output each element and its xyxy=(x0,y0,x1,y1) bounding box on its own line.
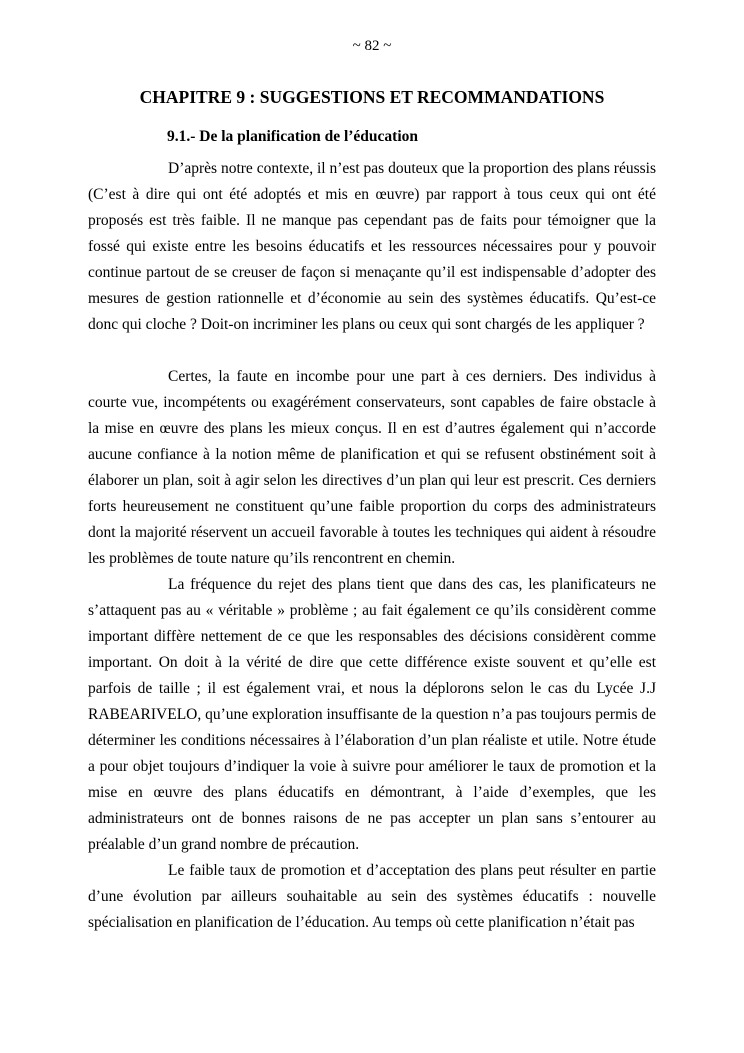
chapter-title: CHAPITRE 9 : SUGGESTIONS ET RECOMMANDATIONS xyxy=(139,87,605,107)
paragraph-4: Le faible taux de promotion et d’acceptation des plans peut résulter en partie d’une évolution par ailleurs souhaitable au sein des systèmes éducatifs : nouvelle spécialisation en planification de l’éducation. Au temps où cette planification n’était pas xyxy=(88,862,656,931)
paragraph-3: La fréquence du rejet des plans tient que dans des cas, les planificateurs ne s’attaquent pas au « véritable » problème ; au fait également ce qu’ils considèrent comme important diffère nettement de ce que les responsables des décisions considèrent comme important. On doit à la vérité de dire que cette différence existe souvent et qu’elle est parfois de taille ; il est également vrai, et nous la déplorons selon le cas du Lycée J.J RABEARIVELO, qu’une exploration insuffisante de la question n’a pas toujours permis de déterminer les conditions nécessaires à l’élaboration d’un plan réaliste et utile. Notre étude a pour objet toujours d’indiquer la voie à suivre pour améliorer le taux de promotion et la mise en œuvre des plans éducatifs en démontrant, à l’aide d’exemples, que les administrateurs ont de bonnes raisons de ne pas accepter un plan sans s’entourer au préalable d’un grand nombre de précaution. xyxy=(88,576,656,853)
paragraph-1: D’après notre contexte, il n’est pas douteux que la proportion des plans réussis (C’est à dire qui ont été adoptés et mis en œuvre) par rapport à tous ceux qui ont été proposés est très faible. Il ne manque pas cependant pas de faits pour témoigner que la fossé qui existe entre les besoins éducatifs et les ressources nécessaires pour y pouvoir continue partout de se creuser de façon si menaçante qu’il est indispensable d’adopter des mesures de gestion rationnelle et d’économie au sein des systèmes éducatifs. Qu’est-ce donc qui cloche ? Doit-on incriminer les plans ou ceux qui sont chargés de les appliquer ? xyxy=(88,160,656,333)
section-title: 9.1.- De la planification de l’éducation xyxy=(167,128,419,145)
page-number: ~ 82 ~ xyxy=(352,38,392,54)
paragraph-2: Certes, la faute en incombe pour une part à ces derniers. Des individus à courte vue, incompétents ou exagérément conservateurs, sont capables de faire obstacle à la mise en œuvre des plans les mieux conçus. Il en est d’autres également qui n’accorde aucune confiance à la notion même de planification et qui se refusent obstinément soit à élaborer un plan, soit à agir selon les directives d’un plan qui leur est prescrit. Ces derniers forts heureusement ne constituent qu’une faible proportion du corps des administrateurs dont la majorité réservent un accueil favorable à toutes les techniques qui aident à résoudre les problèmes de toute nature qu’ils rencontrent en chemin. xyxy=(88,368,656,567)
